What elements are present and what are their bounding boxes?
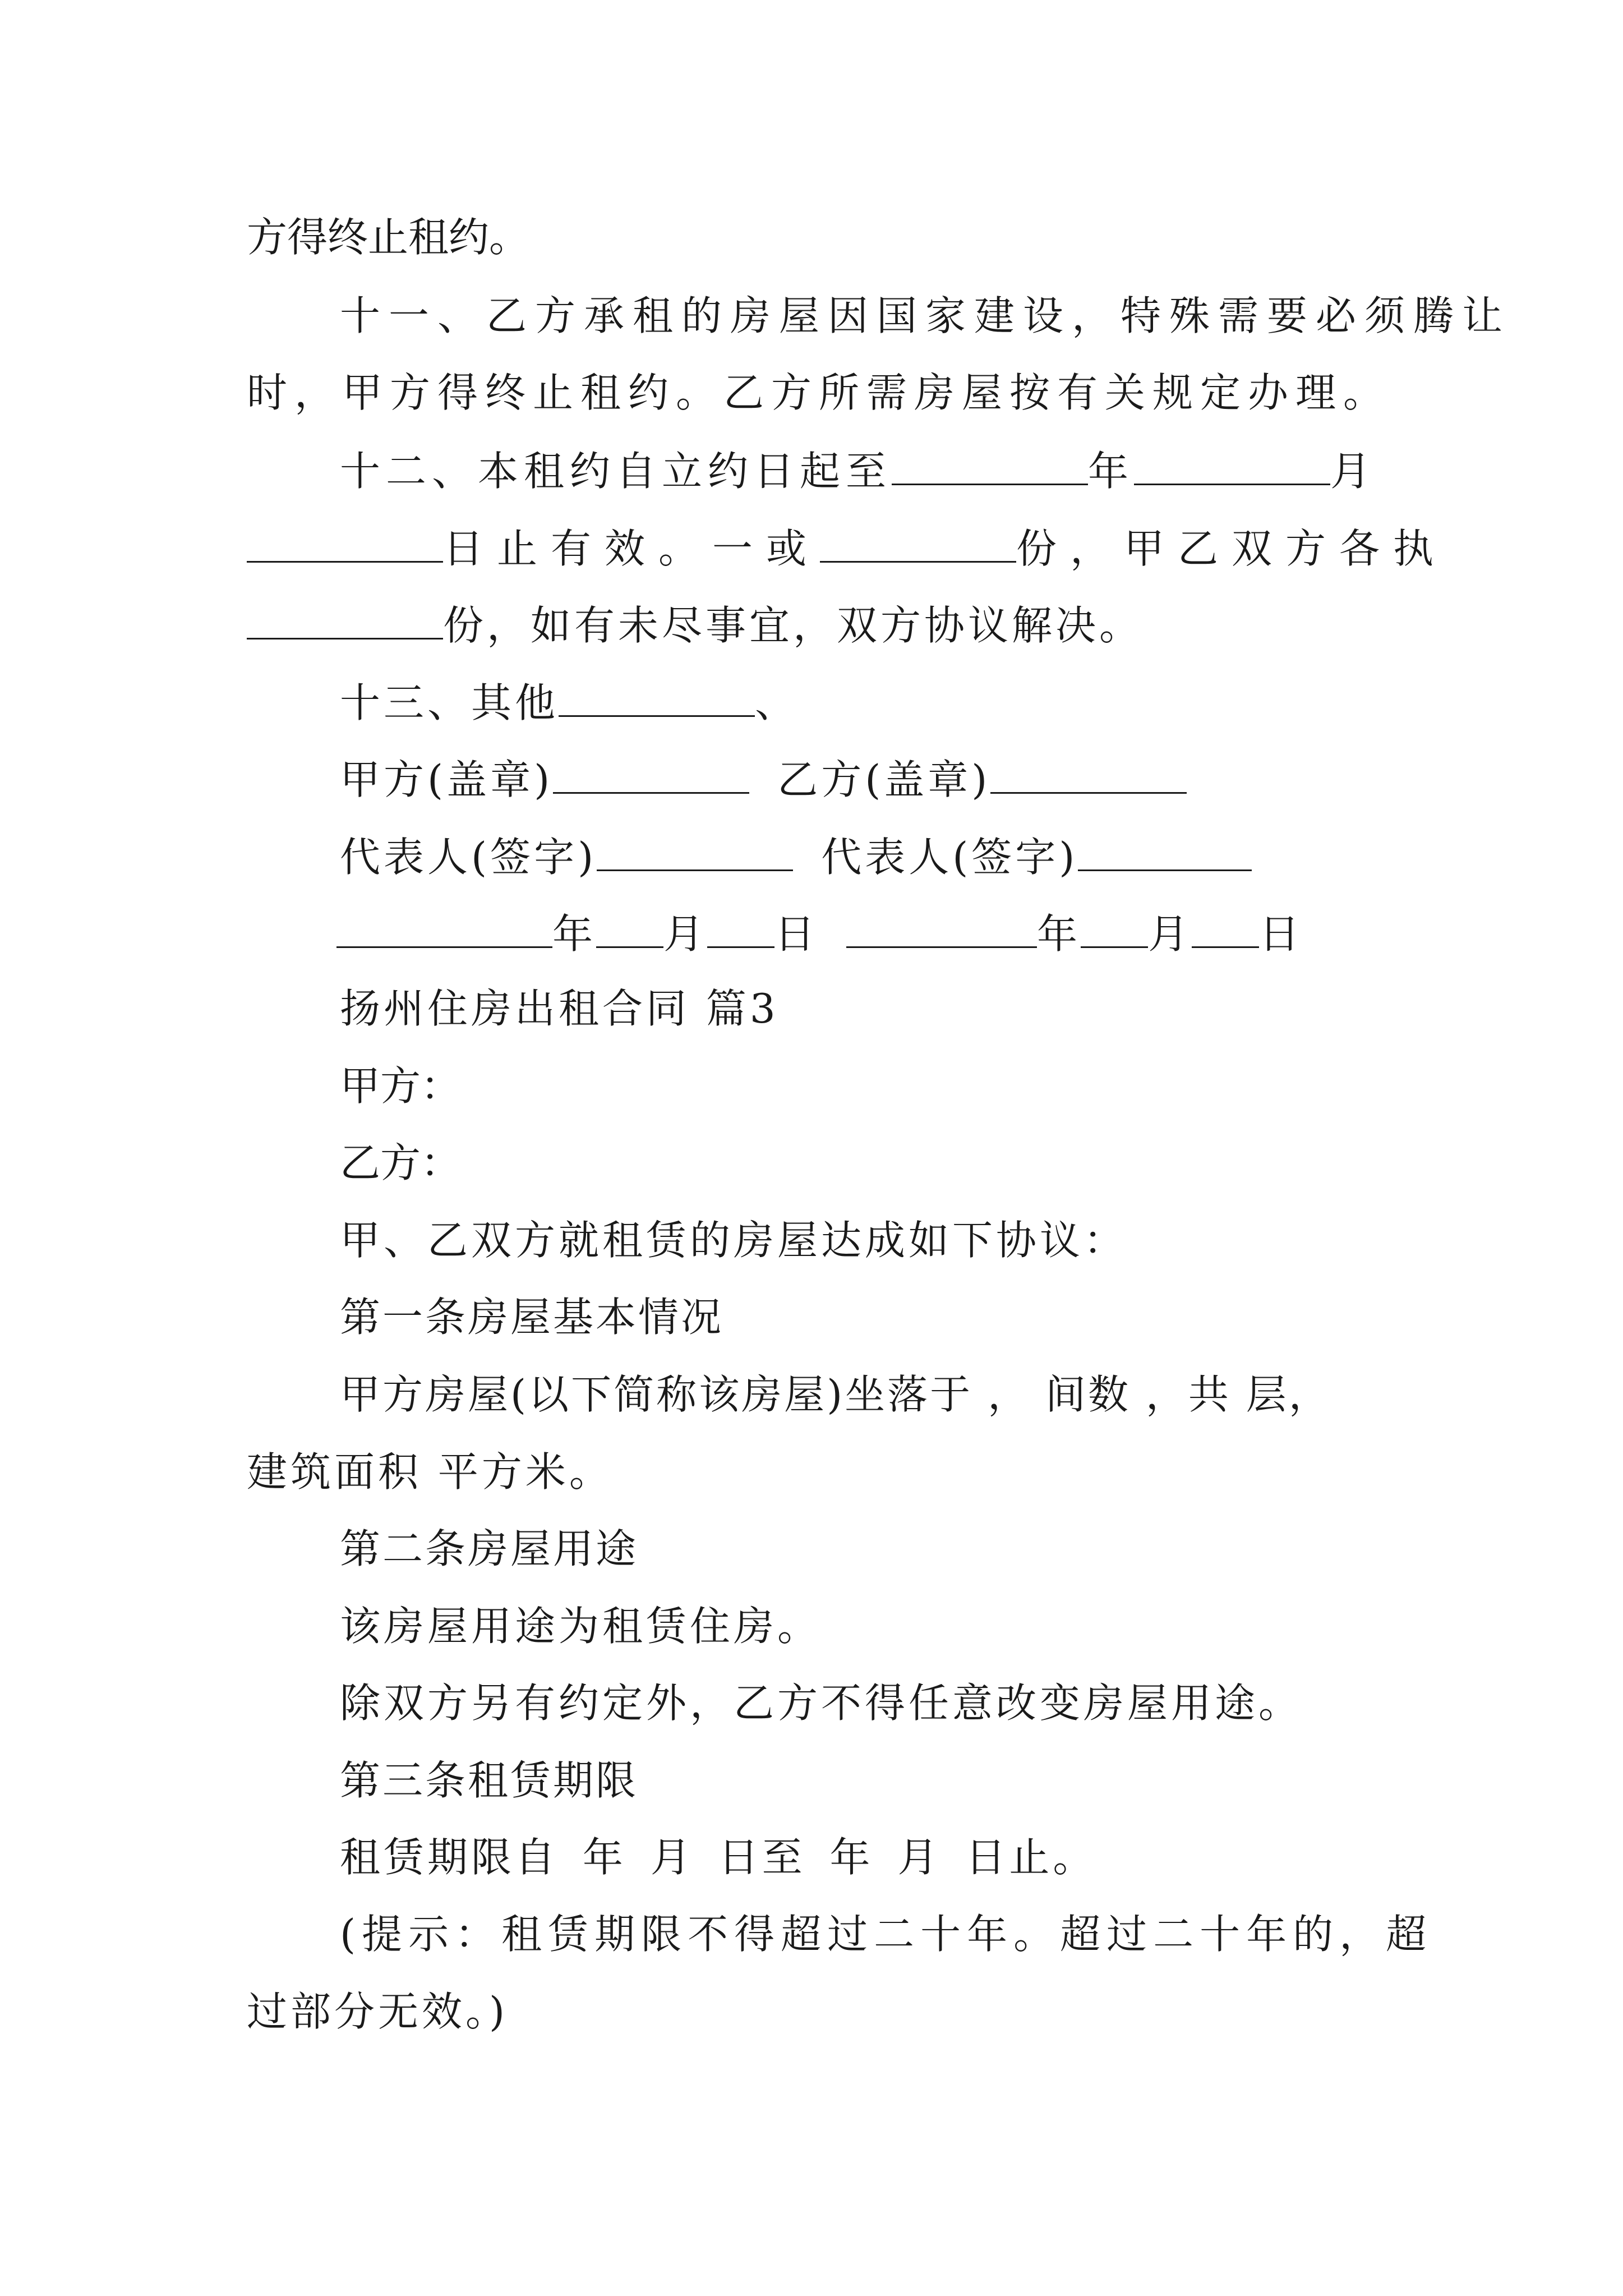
clause-12-mid: 日止有效。一或 — [443, 525, 820, 572]
party-b-year-blank[interactable] — [846, 912, 1037, 948]
end-month-blank[interactable] — [1134, 449, 1330, 485]
party-a-rep-blank[interactable] — [597, 835, 793, 871]
agreement-intro: 甲、乙双方就租赁的房屋达成如下协议： — [340, 1217, 1128, 1264]
other-blank[interactable] — [559, 680, 755, 717]
copies-blank[interactable] — [820, 526, 1016, 563]
clause-12-copies: 份，甲乙双方各执 — [1016, 525, 1447, 572]
day-label: 日 — [774, 910, 819, 958]
article-1-text-1: 甲方房屋(以下简称该房屋)坐落于 ， 间数 ，共 层， — [340, 1371, 1331, 1418]
party-a-seal-label: 甲方(盖章) — [340, 756, 554, 803]
section-heading: 扬州住房出租合同 篇3 — [340, 985, 779, 1032]
party-a-rep-label: 代表人(签字) — [340, 834, 597, 881]
month-label: 月 — [1330, 448, 1377, 495]
clause-11-line-2: 时，甲方得终止租约。乙方所需房屋按有关规定办理。 — [247, 369, 1391, 416]
seal-line — [340, 756, 1187, 803]
party-b-seal-blank[interactable] — [990, 757, 1187, 794]
year-label: 年 — [1088, 448, 1135, 495]
party-a-month-blank[interactable] — [596, 912, 663, 948]
clause-13-lead: 十三、其他 — [340, 679, 559, 726]
clause-12-line-1 — [340, 448, 1377, 495]
signature-line — [340, 834, 1252, 881]
party-a-year-blank[interactable] — [336, 912, 552, 948]
party-a-label: 甲方： — [340, 1062, 462, 1110]
end-day-blank[interactable] — [247, 526, 443, 563]
clause-12-lead: 十二、本租约自立约日起至 — [340, 448, 892, 495]
text-line: 方得终止租约。 — [247, 214, 530, 261]
party-b-rep-blank[interactable] — [1078, 835, 1252, 871]
article-1-heading: 第一条房屋基本情况 — [340, 1294, 724, 1341]
article-2-text-2: 除双方另有约定外，乙方不得任意改变房屋用途。 — [340, 1680, 1303, 1727]
article-1-text-2: 建筑面积 平方米。 — [247, 1448, 613, 1496]
party-a-seal-blank[interactable] — [553, 757, 749, 794]
clause-12-end: 份，如有未尽事宜，双方协议解决。 — [443, 602, 1144, 649]
party-b-rep-label: 代表人(签字) — [821, 834, 1078, 881]
clause-11-line-1: 十一、乙方承租的房屋因国家建设，特殊需要必须腾让 — [340, 292, 1511, 339]
month-label: 月 — [663, 910, 708, 958]
end-year-blank[interactable] — [892, 449, 1088, 485]
month-label: 月 — [1148, 910, 1192, 958]
article-3-note-2: 过部分无效。) — [247, 1988, 509, 2035]
party-b-day-blank[interactable] — [1192, 912, 1259, 948]
party-a-day-blank[interactable] — [707, 912, 774, 948]
clause-12-line-3 — [247, 602, 1144, 649]
party-b-month-blank[interactable] — [1081, 912, 1148, 948]
day-label: 日 — [1259, 910, 1303, 958]
year-label: 年 — [552, 910, 597, 958]
clause-13 — [340, 679, 799, 726]
party-b-label: 乙方： — [340, 1139, 462, 1186]
article-2-heading: 第二条房屋用途 — [340, 1525, 639, 1572]
each-copies-blank[interactable] — [247, 603, 443, 639]
article-3-note-1: (提示：租赁期限不得超过二十年。超过二十年的，超 — [340, 1911, 1433, 1958]
article-3-heading: 第三条租赁期限 — [340, 1757, 639, 1804]
year-label: 年 — [1037, 910, 1081, 958]
date-line — [336, 910, 1303, 958]
article-3-text-1: 租赁期限自 年 月 日至 年 月 日止。 — [340, 1834, 1097, 1881]
clause-12-line-2 — [247, 525, 1447, 572]
clause-13-sep: 、 — [755, 679, 799, 726]
article-2-text-1: 该房屋用途为租赁住房。 — [340, 1603, 822, 1650]
party-b-seal-label: 乙方(盖章) — [777, 756, 991, 803]
